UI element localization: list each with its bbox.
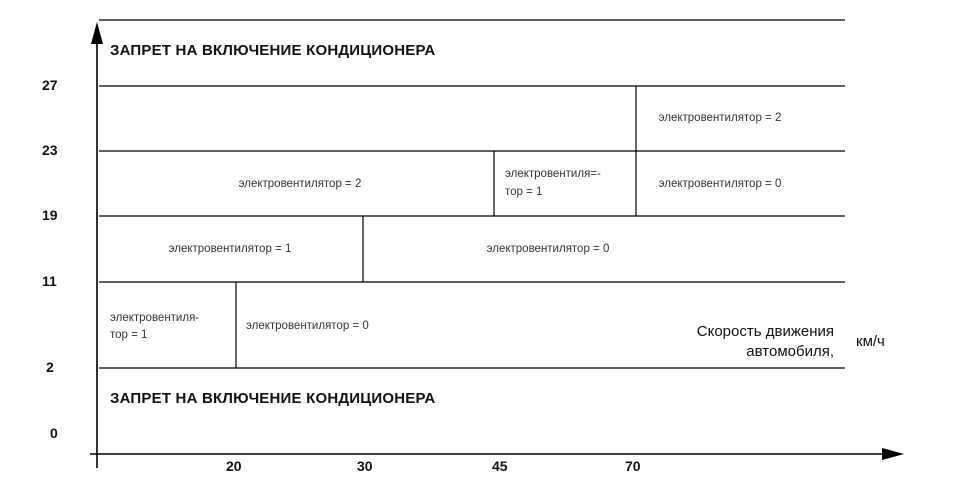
x-tick-label: 70 xyxy=(625,458,641,474)
y-tick-label: 19 xyxy=(42,207,58,223)
y-tick-label: 23 xyxy=(42,142,58,158)
cell-fan-70-plus-upper: электровентилятор = 2 xyxy=(658,112,782,124)
bottom-band-label: ЗАПРЕТ НА ВКЛЮЧЕНИЕ КОНДИЦИОНЕРА xyxy=(110,390,436,407)
y-axis-arrow-icon xyxy=(91,22,103,44)
x-tick-label: 30 xyxy=(357,458,373,474)
x-axis-arrow-icon xyxy=(882,448,904,460)
top-band-label: ЗАПРЕТ НА ВКЛЮЧЕНИЕ КОНДИЦИОНЕРА xyxy=(110,42,436,59)
y-tick-label: 0 xyxy=(50,425,58,441)
y-tick-label: 11 xyxy=(42,273,57,289)
cell-fan-0-20-line1: электровентиля- xyxy=(110,312,200,324)
x-axis-unit: км/ч xyxy=(856,333,885,350)
y-tick-label: 27 xyxy=(42,77,58,93)
cell-fan-0-20-line2: тор = 1 xyxy=(110,329,148,341)
x-tick-label: 45 xyxy=(492,458,508,474)
cell-fan-0-30: электровентилятор = 1 xyxy=(168,243,292,255)
x-tick-label: 20 xyxy=(226,458,242,474)
y-tick-label: 2 xyxy=(46,359,54,375)
cell-fan-45-70-line1: электровентиля=- xyxy=(505,168,601,180)
cell-fan-70-plus-lower: электровентилятор = 0 xyxy=(658,178,782,190)
cell-fan-45-70-line2: тор = 1 xyxy=(505,186,543,198)
x-axis-title-line1: Скорость движения xyxy=(696,323,834,340)
cell-fan-0-45: электровентилятор = 2 xyxy=(238,178,362,190)
x-axis-title-line2: автомобиля, xyxy=(746,343,834,360)
cell-fan-20-plus: электровентилятор = 0 xyxy=(246,320,369,332)
cell-fan-30-plus: электровентилятор = 0 xyxy=(486,243,610,255)
